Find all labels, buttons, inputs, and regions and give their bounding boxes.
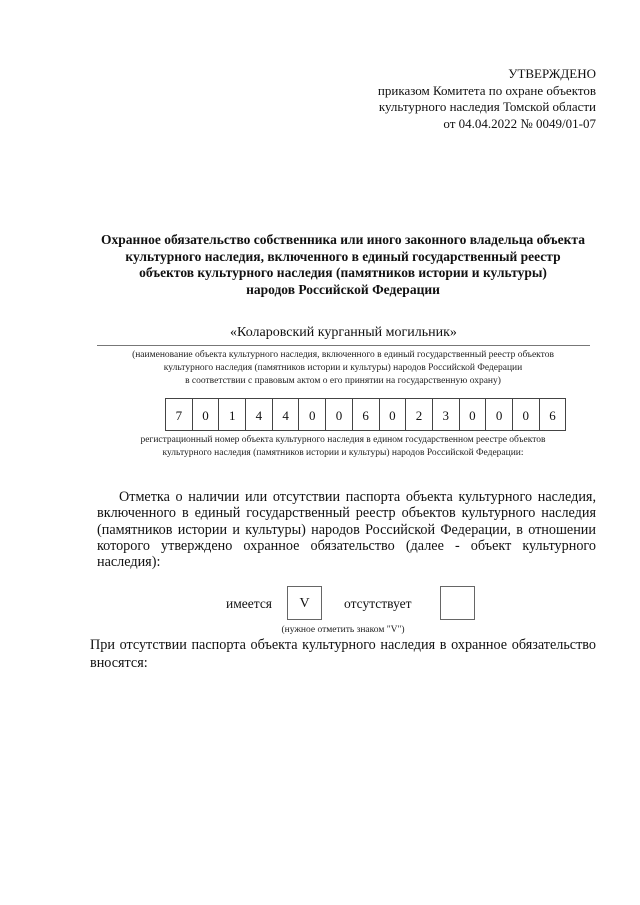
paragraph-text: Отметка о наличии или отсутствии паспорта объекта культурного наследия, включенного в единый государственный реестр объектов культурного наследия (памятников истории и культуры) народов Российской Федерации, в отношении которого утверждено охранное обязательство (далее - объект культурного наследия): (97, 489, 596, 571)
registration-digit: 0 (512, 398, 540, 431)
present-label: имеется (226, 596, 273, 611)
mark-hint: (нужное отметить знаком "V") (281, 625, 405, 635)
caption-line: (наименование объекта культурного наследия, включенного в единый государственный реестр объектов (132, 350, 554, 360)
registration-caption (80, 434, 606, 460)
registration-digit: 2 (405, 398, 433, 431)
registration-digit: 6 (539, 398, 567, 431)
registration-digit: 1 (218, 398, 246, 431)
registration-digit: 0 (379, 398, 407, 431)
object-name: «Коларовский курганный могильник» (230, 325, 457, 340)
registration-digit: 0 (298, 398, 326, 431)
registration-digit: 0 (325, 398, 353, 431)
caption-line: в соответствии с правовым актом о его принятии на государственную охрану) (185, 376, 501, 386)
absent-label: отсутствует (344, 596, 412, 611)
title-line: народов Российской Федерации (246, 281, 440, 297)
object-name-caption (80, 349, 606, 388)
document-title (60, 232, 626, 298)
approval-block (378, 66, 596, 132)
approval-line: от 04.04.2022 № 0049/01-07 (443, 115, 596, 131)
approval-line: культурного наследия Томской области (378, 99, 596, 114)
title-line: объектов культурного наследия (памятников истории и культуры) (139, 265, 547, 280)
registration-digit: 0 (485, 398, 513, 431)
present-checkbox[interactable]: V (287, 586, 322, 620)
registration-digit: 4 (272, 398, 300, 431)
registration-digit: 0 (192, 398, 220, 431)
caption-line: регистрационный номер объекта культурного наследия в едином государственном реестре объектов (140, 435, 546, 445)
registration-number (166, 398, 566, 431)
title-line: культурного наследия, включенного в единый государственный реестр (125, 248, 561, 264)
approval-heading: УТВЕРЖДЕНО (508, 66, 596, 81)
registration-digit: 6 (352, 398, 380, 431)
registration-digit: 3 (432, 398, 460, 431)
approval-line: приказом Комитета по охране объектов (377, 82, 596, 98)
registration-digit: 4 (245, 398, 273, 431)
absent-paragraph: При отсутствии паспорта объекта культурного наследия в охранное обязательство вносятся: (90, 637, 596, 671)
passport-paragraph (97, 489, 596, 570)
title-line: Охранное обязательство собственника или иного законного владельца объекта (101, 232, 585, 247)
caption-line: культурного наследия (памятников истории и культуры) народов Российской Федерации: (162, 448, 524, 458)
registration-digit: 7 (165, 398, 193, 431)
object-name-underline (97, 345, 590, 346)
absent-checkbox[interactable] (440, 586, 475, 620)
caption-line: культурного наследия (памятников истории и культуры) народов Российской Федерации (163, 363, 523, 373)
registration-digit: 0 (459, 398, 487, 431)
